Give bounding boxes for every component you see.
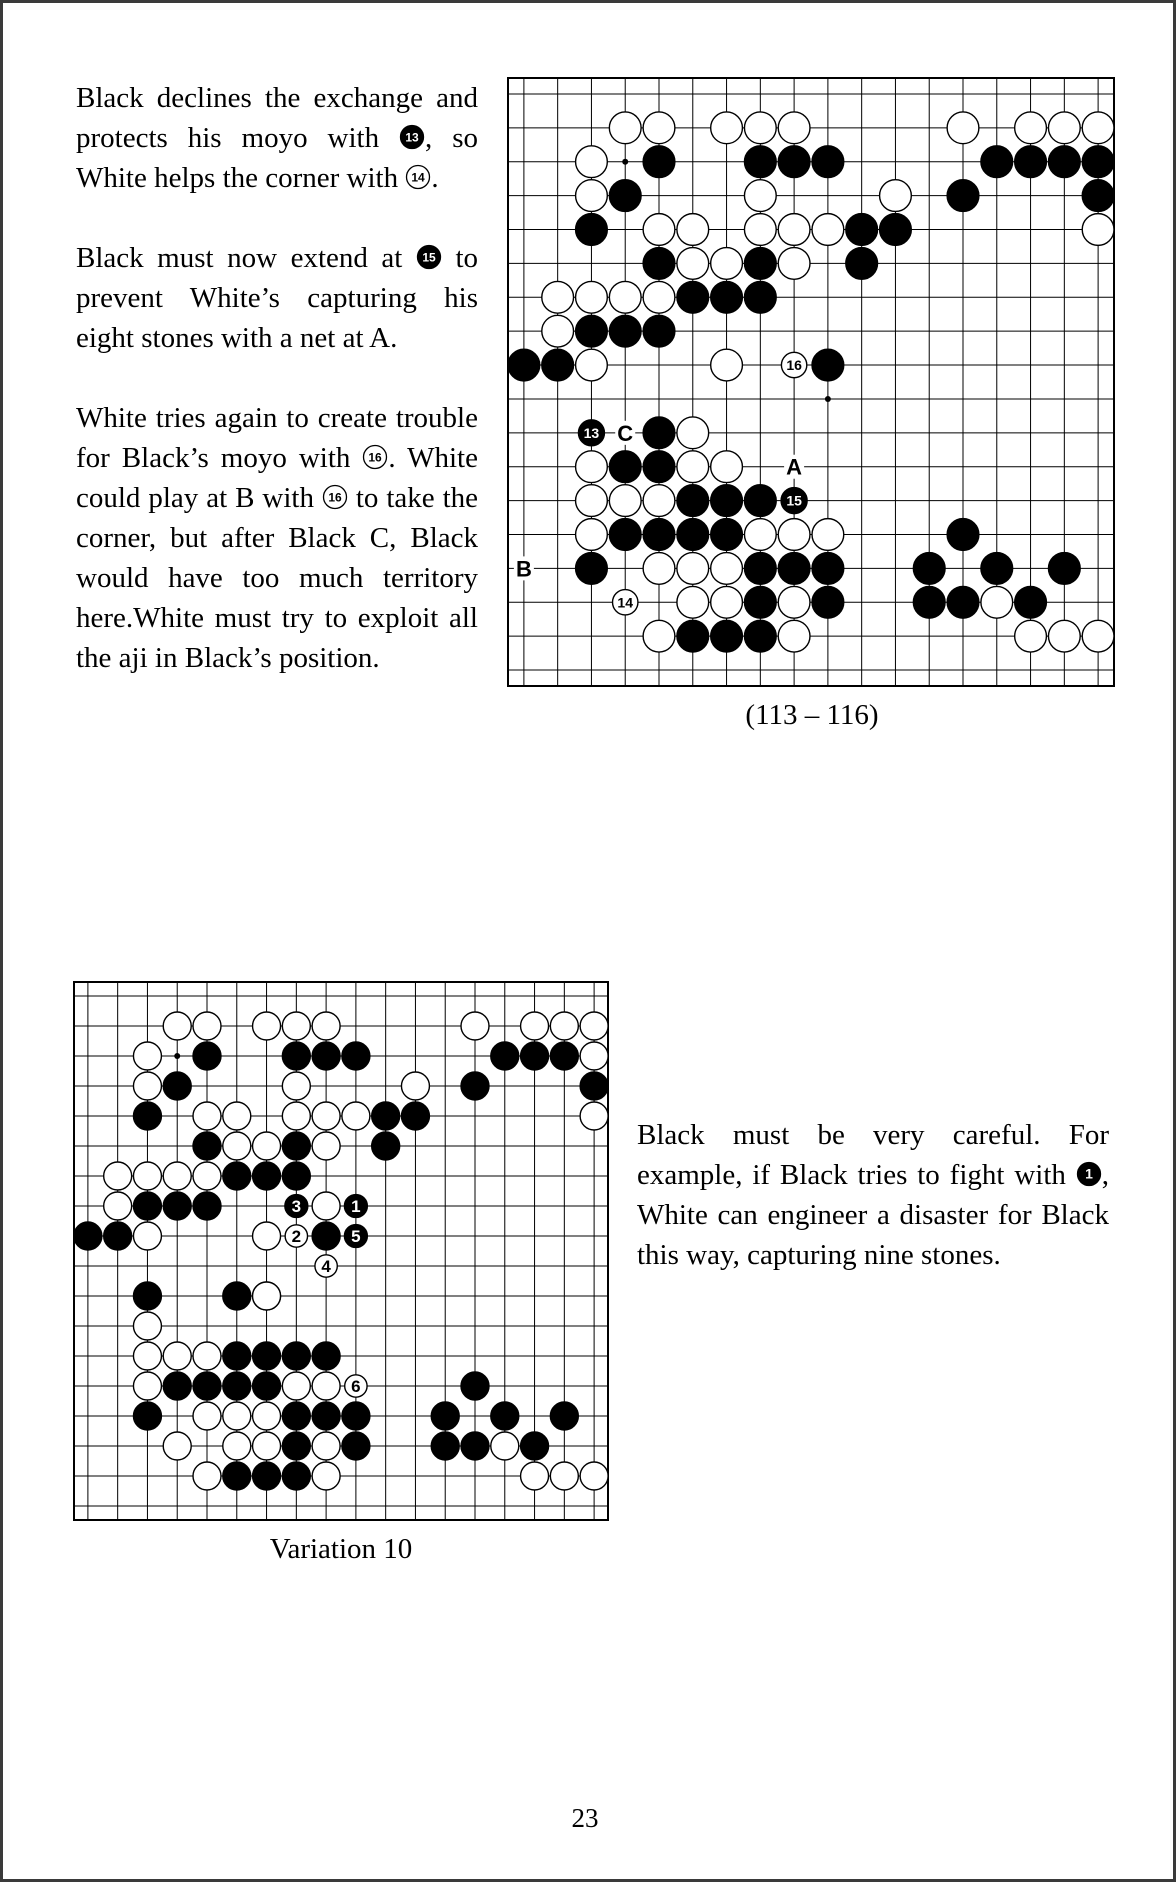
black-stone	[193, 1372, 221, 1400]
white-stone	[133, 1312, 161, 1340]
svg-text:A: A	[786, 454, 803, 480]
hoshi-point	[622, 159, 628, 165]
black-stone	[744, 281, 776, 313]
black-stone	[643, 417, 675, 449]
black-stone	[282, 1132, 310, 1160]
black-stone-move-15-icon	[416, 244, 442, 270]
point-label-C	[615, 421, 635, 446]
white-stone	[812, 214, 844, 246]
white-stone	[282, 1012, 310, 1040]
black-stone-move-15	[781, 488, 807, 514]
white-stone	[342, 1102, 370, 1130]
white-stone	[778, 519, 810, 551]
black-stone	[372, 1102, 400, 1130]
svg-text:B: B	[515, 556, 532, 582]
white-stone	[253, 1402, 281, 1430]
white-stone	[576, 180, 608, 212]
black-stone	[550, 1402, 578, 1430]
black-stone	[609, 180, 641, 212]
white-stone	[643, 553, 675, 585]
white-stone	[947, 112, 979, 144]
white-stone	[223, 1132, 251, 1160]
white-stone	[981, 586, 1013, 618]
black-stone	[643, 248, 675, 280]
top-paragraph	[76, 398, 478, 678]
black-stone	[1048, 553, 1080, 585]
black-stone	[981, 146, 1013, 178]
white-stone	[609, 281, 641, 313]
black-stone	[812, 586, 844, 618]
black-stone	[282, 1402, 310, 1430]
black-stone	[163, 1072, 191, 1100]
bottom-commentary	[637, 1115, 1109, 1275]
white-stone	[223, 1402, 251, 1430]
black-stone	[609, 315, 641, 347]
white-stone	[1015, 112, 1047, 144]
white-stone	[133, 1372, 161, 1400]
white-stone	[193, 1462, 221, 1490]
top-paragraph	[76, 78, 478, 198]
white-stone	[711, 112, 743, 144]
white-stone	[542, 281, 574, 313]
black-stone	[643, 146, 675, 178]
black-stone	[491, 1402, 519, 1430]
white-stone	[812, 519, 844, 551]
white-stone	[312, 1372, 340, 1400]
black-stone	[104, 1222, 132, 1250]
white-stone	[744, 112, 776, 144]
black-stone	[1082, 180, 1114, 212]
black-stone	[947, 180, 979, 212]
white-stone	[461, 1012, 489, 1040]
svg-text:5: 5	[351, 1227, 361, 1246]
black-stone	[431, 1432, 459, 1460]
black-stone	[542, 349, 574, 381]
black-stone	[778, 553, 810, 585]
white-stone	[778, 620, 810, 652]
black-stone	[223, 1372, 251, 1400]
black-stone	[744, 620, 776, 652]
white-stone	[778, 214, 810, 246]
white-stone	[163, 1432, 191, 1460]
black-stone-move-1-icon	[1076, 1161, 1102, 1187]
white-stone	[253, 1222, 281, 1250]
black-stone	[576, 315, 608, 347]
white-stone	[711, 553, 743, 585]
white-stone	[401, 1072, 429, 1100]
text-run: Black must now extend at	[76, 242, 416, 274]
white-stone	[133, 1072, 161, 1100]
black-stone	[609, 451, 641, 483]
white-stone	[163, 1342, 191, 1370]
black-stone	[133, 1102, 161, 1130]
svg-text:16: 16	[328, 490, 342, 505]
white-stone	[312, 1132, 340, 1160]
white-stone-move-16	[781, 352, 806, 377]
text-run: to prevent White’s capturing his eight stones with a net at A.	[76, 242, 478, 354]
black-stone	[193, 1192, 221, 1220]
black-stone	[812, 553, 844, 585]
white-stone	[163, 1162, 191, 1190]
black-stone-move-3	[285, 1195, 308, 1218]
white-stone-move-16-icon	[322, 484, 348, 510]
white-stone	[193, 1162, 221, 1190]
white-stone	[1015, 620, 1047, 652]
white-stone	[521, 1012, 549, 1040]
text-run: Black must be very careful. For example, if Black tries to fight with	[637, 1119, 1109, 1191]
black-stone	[253, 1462, 281, 1490]
black-stone	[643, 519, 675, 551]
black-stone	[778, 146, 810, 178]
text-run: , White can engineer a disaster for Black this way, capturing nine stones.	[637, 1159, 1109, 1271]
text-run: White tries again to create trouble for Black’s moyo with	[76, 402, 478, 474]
svg-text:16: 16	[368, 450, 383, 465]
white-stone	[677, 451, 709, 483]
svg-text:14: 14	[617, 594, 634, 611]
svg-text:C: C	[617, 420, 634, 446]
white-stone	[576, 281, 608, 313]
black-stone	[677, 485, 709, 517]
hoshi-point	[825, 396, 831, 402]
white-stone	[223, 1432, 251, 1460]
black-stone	[1048, 146, 1080, 178]
black-stone	[193, 1132, 221, 1160]
black-stone	[342, 1432, 370, 1460]
black-stone	[253, 1162, 281, 1190]
black-stone	[223, 1282, 251, 1310]
black-stone	[744, 146, 776, 178]
svg-text:2: 2	[291, 1227, 302, 1246]
white-stone	[576, 349, 608, 381]
black-stone	[312, 1342, 340, 1370]
black-stone	[401, 1102, 429, 1130]
white-stone	[550, 1012, 578, 1040]
white-stone	[643, 112, 675, 144]
bottom-paragraph	[637, 1115, 1109, 1275]
black-stone	[312, 1042, 340, 1070]
black-stone	[521, 1042, 549, 1070]
black-stone	[223, 1462, 251, 1490]
black-stone-move-13	[578, 420, 604, 446]
text-run: to take the corner, but after Black C, Black would have too much territory here.White must try to exploit all the aji in Black’s position.	[76, 482, 478, 674]
svg-text:3: 3	[291, 1197, 302, 1216]
text-run: Black declines the exchange and protects his moyo with	[76, 82, 478, 154]
white-stone	[253, 1432, 281, 1460]
black-stone	[163, 1192, 191, 1220]
white-stone	[677, 248, 709, 280]
white-stone	[253, 1282, 281, 1310]
white-stone	[778, 112, 810, 144]
black-stone	[711, 281, 743, 313]
svg-text:1: 1	[351, 1197, 361, 1216]
black-stone	[576, 214, 608, 246]
white-stone-move-6	[345, 1375, 367, 1397]
black-stone-move-1	[344, 1195, 367, 1218]
top-paragraph	[76, 238, 478, 358]
white-stone	[312, 1102, 340, 1130]
black-stone	[461, 1372, 489, 1400]
black-stone	[812, 349, 844, 381]
black-stone	[643, 315, 675, 347]
white-stone	[193, 1012, 221, 1040]
white-stone	[133, 1222, 161, 1250]
black-stone	[133, 1402, 161, 1430]
white-stone	[576, 519, 608, 551]
black-stone	[1015, 146, 1047, 178]
white-stone	[133, 1162, 161, 1190]
svg-text:4: 4	[321, 1257, 331, 1276]
white-stone	[163, 1012, 191, 1040]
white-stone-move-14	[613, 590, 638, 615]
white-stone	[711, 451, 743, 483]
black-stone	[74, 1222, 102, 1250]
black-stone	[253, 1372, 281, 1400]
white-stone	[580, 1462, 608, 1490]
black-stone	[282, 1432, 310, 1460]
white-stone	[580, 1042, 608, 1070]
svg-text:15: 15	[786, 492, 802, 509]
black-stone	[253, 1342, 281, 1370]
black-stone	[491, 1042, 519, 1070]
top-commentary	[76, 78, 478, 678]
svg-text:14: 14	[411, 170, 426, 185]
white-stone-move-2	[285, 1225, 307, 1247]
black-stone	[913, 586, 945, 618]
black-stone	[744, 248, 776, 280]
white-stone	[580, 1012, 608, 1040]
black-stone	[223, 1342, 251, 1370]
white-stone	[312, 1462, 340, 1490]
black-stone	[576, 553, 608, 585]
white-stone	[133, 1042, 161, 1070]
white-stone	[643, 214, 675, 246]
black-stone	[677, 620, 709, 652]
white-stone	[193, 1402, 221, 1430]
top-go-diagram	[507, 77, 1115, 687]
white-stone	[711, 248, 743, 280]
white-stone	[282, 1072, 310, 1100]
white-stone	[253, 1012, 281, 1040]
white-stone	[253, 1132, 281, 1160]
black-stone	[711, 485, 743, 517]
black-stone	[312, 1402, 340, 1430]
white-stone	[576, 146, 608, 178]
white-stone	[677, 214, 709, 246]
black-stone	[312, 1222, 340, 1250]
white-stone	[312, 1012, 340, 1040]
black-stone	[580, 1072, 608, 1100]
black-stone	[744, 586, 776, 618]
white-stone	[542, 315, 574, 347]
black-stone	[947, 586, 979, 618]
black-stone	[342, 1402, 370, 1430]
svg-text:13: 13	[405, 130, 419, 145]
white-stone	[104, 1192, 132, 1220]
white-stone	[744, 180, 776, 212]
white-stone	[580, 1102, 608, 1130]
black-stone	[282, 1462, 310, 1490]
text-run: , so White helps the corner with	[76, 122, 478, 194]
black-stone	[521, 1432, 549, 1460]
white-stone	[711, 349, 743, 381]
point-label-B	[514, 556, 534, 581]
svg-text:6: 6	[351, 1377, 361, 1396]
white-stone	[1048, 112, 1080, 144]
black-stone	[223, 1162, 251, 1190]
svg-text:13: 13	[583, 424, 600, 441]
white-stone	[744, 214, 776, 246]
white-stone	[609, 112, 641, 144]
white-stone	[193, 1342, 221, 1370]
svg-text:15: 15	[422, 250, 436, 265]
black-stone	[282, 1042, 310, 1070]
white-stone	[576, 451, 608, 483]
white-stone	[643, 485, 675, 517]
white-stone	[1082, 620, 1114, 652]
white-stone	[609, 485, 641, 517]
white-stone	[643, 620, 675, 652]
white-stone	[282, 1372, 310, 1400]
white-stone	[711, 586, 743, 618]
black-stone	[677, 281, 709, 313]
white-stone	[677, 417, 709, 449]
black-stone	[372, 1132, 400, 1160]
white-stone-move-4	[315, 1255, 337, 1277]
black-stone	[461, 1072, 489, 1100]
black-stone	[711, 519, 743, 551]
white-stone	[550, 1462, 578, 1490]
black-stone	[711, 620, 743, 652]
white-stone	[312, 1432, 340, 1460]
white-stone-move-16-icon	[362, 444, 388, 470]
white-stone	[778, 248, 810, 280]
black-stone	[550, 1042, 578, 1070]
black-stone	[846, 248, 878, 280]
black-stone	[812, 146, 844, 178]
black-stone	[846, 214, 878, 246]
black-stone-move-5	[344, 1225, 367, 1248]
white-stone	[576, 485, 608, 517]
bottom-go-diagram	[73, 981, 609, 1521]
black-stone	[282, 1342, 310, 1370]
black-stone	[913, 553, 945, 585]
black-stone	[1082, 146, 1114, 178]
bottom-diagram-caption: Variation 10	[269, 1533, 413, 1565]
white-stone	[1048, 620, 1080, 652]
black-stone	[133, 1192, 161, 1220]
white-stone	[104, 1162, 132, 1190]
black-stone	[643, 451, 675, 483]
black-stone-move-13-icon	[399, 124, 425, 150]
white-stone	[677, 553, 709, 585]
point-label-A	[784, 455, 804, 480]
black-stone	[508, 349, 540, 381]
black-stone	[163, 1372, 191, 1400]
black-stone	[677, 519, 709, 551]
white-stone	[193, 1102, 221, 1130]
white-stone	[1082, 112, 1114, 144]
black-stone	[744, 553, 776, 585]
black-stone	[880, 214, 912, 246]
top-diagram-caption: (113 – 116)	[745, 699, 879, 731]
black-stone	[609, 519, 641, 551]
text-run: . White could play at B with	[76, 442, 478, 514]
white-stone	[744, 519, 776, 551]
white-stone	[521, 1462, 549, 1490]
svg-text:1: 1	[1084, 1165, 1093, 1182]
page-number: 23	[571, 1803, 599, 1833]
white-stone	[491, 1432, 519, 1460]
white-stone	[223, 1102, 251, 1130]
white-stone	[677, 586, 709, 618]
black-stone	[282, 1162, 310, 1190]
white-stone	[778, 586, 810, 618]
white-stone	[312, 1192, 340, 1220]
black-stone	[981, 553, 1013, 585]
hoshi-point	[174, 1053, 180, 1059]
svg-text:16: 16	[786, 357, 802, 374]
black-stone	[1015, 586, 1047, 618]
white-stone	[880, 180, 912, 212]
black-stone	[431, 1402, 459, 1430]
black-stone	[133, 1282, 161, 1310]
white-stone-move-14-icon	[405, 164, 431, 190]
text-run: .	[431, 162, 439, 194]
black-stone	[744, 485, 776, 517]
white-stone	[133, 1342, 161, 1370]
white-stone	[282, 1102, 310, 1130]
black-stone	[947, 519, 979, 551]
white-stone	[1082, 214, 1114, 246]
white-stone	[643, 281, 675, 313]
black-stone	[342, 1042, 370, 1070]
black-stone	[193, 1042, 221, 1070]
black-stone	[461, 1432, 489, 1460]
